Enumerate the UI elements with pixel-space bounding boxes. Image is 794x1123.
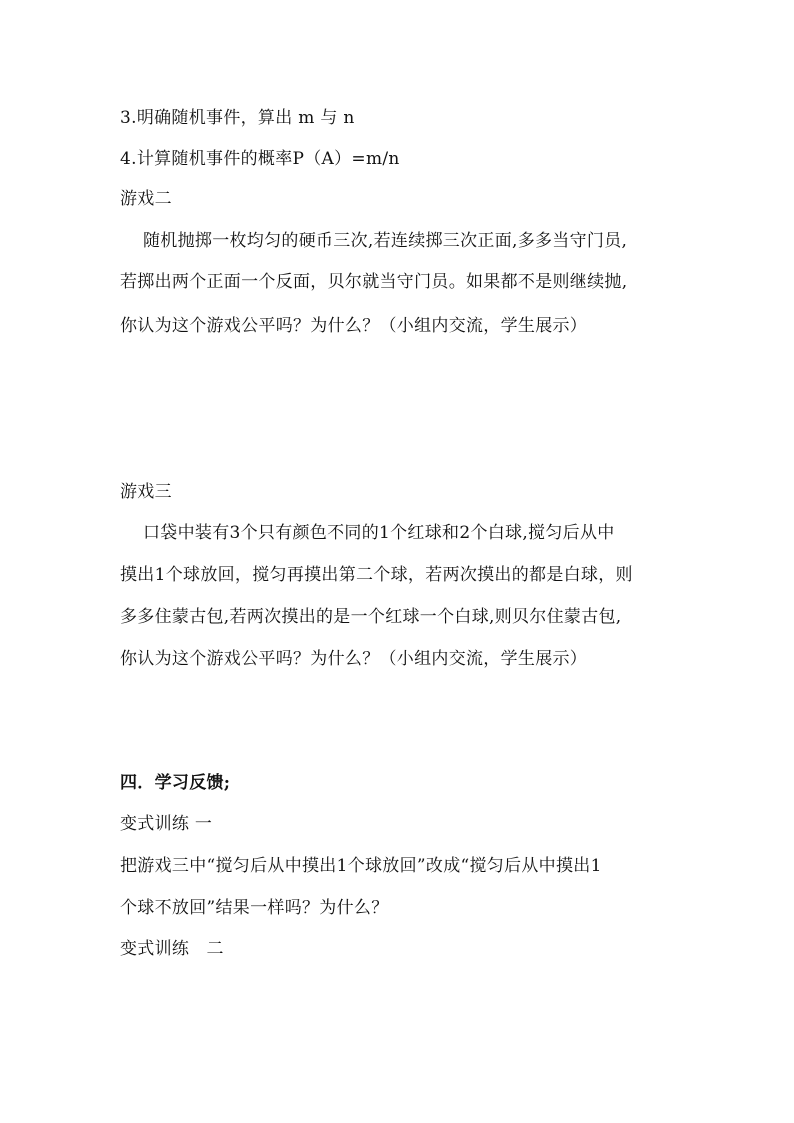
variant1-title: 变式训练 一 (120, 814, 213, 834)
game3-line-2: 摸出1个球放回，搅匀再摸出第二个球，若两次摸出的都是白球，则 (120, 565, 633, 585)
game2-heading: 游戏二 (120, 189, 172, 209)
game2-line-3: 你认为这个游戏公平吗？为什么？（小组内交流，学生展示） (120, 316, 588, 336)
feedback-heading: 四．学习反馈; (120, 773, 231, 793)
variant1-line-1: 把游戏三中“搅匀后从中摸出1个球放回”改成“搅匀后从中摸出1 (120, 856, 602, 876)
variant1-line-2: 个球不放回”结果一样吗？为什么？ (120, 898, 389, 918)
variant2-title: 变式训练 二 (120, 939, 224, 959)
step-3-text: 3.明确随机事件，算出 m 与 n (120, 108, 355, 128)
game3-line-1: 口袋中装有3个只有颜色不同的1个红球和2个白球,搅匀后从中 (143, 523, 615, 543)
game2-line-1: 随机抛掷一枚均匀的硬币三次,若连续掷三次正面,多多当守门员, (143, 231, 628, 251)
step-4-text: 4.计算随机事件的概率P（A）=m/n (120, 149, 400, 169)
game2-line-2: 若掷出两个正面一个反面，贝尔就当守门员。如果都不是则继续抛, (120, 272, 628, 292)
game3-line-4: 你认为这个游戏公平吗？为什么？（小组内交流，学生展示） (120, 649, 588, 669)
game3-line-3: 多多住蒙古包,若两次摸出的是一个红球一个白球,则贝尔住蒙古包, (120, 607, 622, 627)
game3-heading: 游戏三 (120, 482, 172, 502)
